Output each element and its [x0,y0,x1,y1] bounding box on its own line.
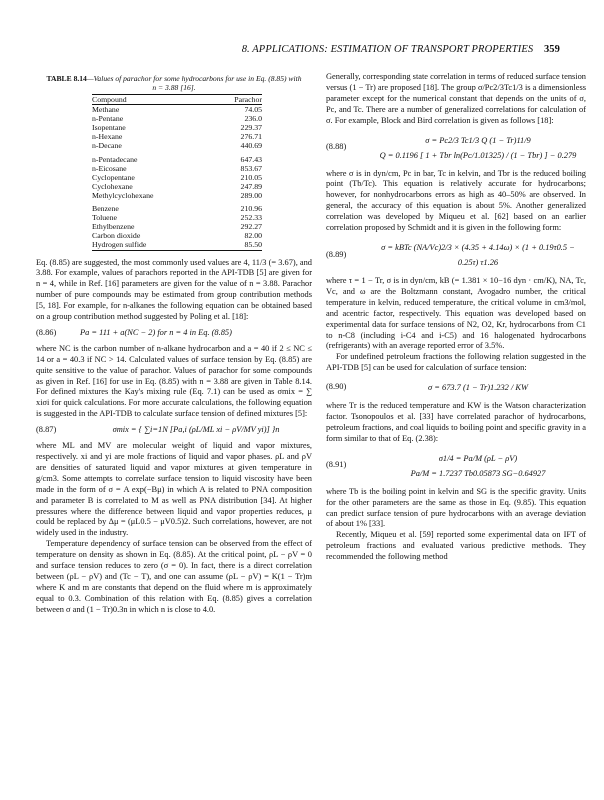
equation-lines [370,240,586,270]
table-row [92,173,262,182]
equation-8-86 [36,328,312,339]
col-compound-header: Compound [92,95,209,105]
equation-body: Pa = 111 + a(NC − 2) for n = 4 in Eq. (8.85) [80,327,232,337]
table-header-row [92,95,262,105]
left-paragraph-1: Eq. (8.85) are suggested, the most commonly used values are 4, 11/3 (= 3.67), and 3.88. For example, values of parachors reported in the API-TDB [5] are given for n = 4, while in Ref. [16] parameters are given for the value of n = 3.88. Parachor number of pure compounds may be estimated from group contribution methods [5, 18]. For example, for n-alkanes the following equation can be obtained based on a group contribution method suggested by Poling et al. [18]: [36,257,312,322]
left-paragraph-2: where NC is the carbon number of n-alkane hydrocarbon and a = 40 if 2 ≤ NC ≤ 14 or a = 40.3 if NC > 14. Calculated values of surface tension by Eq. (8.85) are quite sensitive to the value of parachor. Values of parachor for some compounds as given in Ref. [16] for use in Eq. (8.85) with n = 3.88 are given in Table 8.14. For defined mixtures the Kay's mixing rule (Eq. 7.1) can be used as σmix = ∑ xiσi for quick calculations. For more accurate calculations, the following equation is suggested in the API-TDB to calculate surface tension of defined mixtures [5]: [36,343,312,419]
table-row [92,105,262,115]
equation-8-89 [326,240,586,270]
compound-cell: Cyclopentane [92,172,135,182]
right-paragraph-6: where Tb is the boiling point in kelvin and SG is the specific gravity. Units for the other parameters are the same as those in Eq. (9.85). This equation can predict surface tension of pure hydrocarbons with an average deviation of about 1% [33]. [326,486,586,529]
right-paragraph-3: where τ = 1 − Tr, σ is in dyn/cm, kB (= 1.381 × 10−16 dyn · cm/K), NA, Tc, Vc, and ω are the Boltzmann constant, Avogadro number, the critical temperature in kelvin, reduced temperature, the critical volume in cm3/mol, and acentric factor, respectively. This equation was developed based on experimental data for surface tensions of N2, O2, Kr, hydrocarbons from C1 to n-C8 (including i-C4 and i-C5) and 16 halogenated hydrocarbons (refrigerants) with an average reported error of 3.5%. [326,275,586,351]
table-row [92,114,262,123]
equation-8-90 [326,380,586,395]
table-row [92,164,262,173]
left-paragraph-3: where ML and MV are molecular weight of liquid and vapor mixtures, respectively. xi and yi are mole fractions of liquid and vapor phases. ρL and ρV are densities of saturated liquid and vapor mixtures at given temperature in g/cm3. Some attempts to correlate surface tension to liquid viscosity have been made in the form of σ = A exp(−Bμ) in which A is related to PNA composition and parameter B is correlated to M as well as PNA distribution [34]. At higher pressures where the difference between liquid and vapor properties reduces, μ could be replaced by Δμ = (μL0.5 − μV0.5)2. Such correlations, however, are not widely used in the industry. [36,441,312,538]
table-row [92,123,262,132]
right-paragraph-1: Generally, corresponding state correlation in terms of reduced surface tension versus (1 − Tr) are proposed [18]. The group σ/Pc2/3Tc1/3 is a dimensionless parameter except for the numerical constant that depends on the units of σ, Pc, and Tc. There are a number of generalized correlations for calculation of σ. For example, Block and Bird correlation is given as follows [18]: [326,72,586,125]
equation-line: σ = kBTc (NA/Vc)2/3 × (4.35 + 4.14ω) × (1 + 0.19τ0.5 − 0.25τ) τ1.26 [381,242,575,267]
equation-number: (8.91) [326,460,347,470]
table-caption [44,74,304,92]
compound-cell: n-Eicosane [92,163,127,173]
equation-line: Q = 0.1196 [ 1 + Tbr ln(Pc/1.01325) / (1 − Tbr) ] − 0.279 [379,150,577,160]
table-row [92,222,262,231]
right-paragraph-4: For undefined petroleum fractions the following relation suggested in the API-TDB [5] can be used for calculation of surface tension: [326,352,586,373]
compound-cell: Carbon dioxide [92,231,141,241]
running-head [242,44,560,55]
table-label: TABLE 8.14 [46,74,87,83]
compound-cell: Isopentane [92,123,126,133]
page-number: 359 [543,44,560,55]
parachor-cell: 647.43 [240,154,262,164]
compound-cell: n-Hexane [92,132,123,142]
compound-cell: Benzene [92,204,119,214]
equation-lines [370,133,586,163]
parachor-cell: 289.00 [240,190,262,200]
equation-line: σ = Pc2/3 Tc1/3 Q (1 − Tr)11/9 [425,135,531,145]
col-parachor-header: Parachor [209,95,262,105]
compound-cell: n-Pentane [92,114,124,124]
right-paragraph-7: Recently, Miqueu et al. [59] reported some experimental data on IFT of petroleum fractions and evaluated various predictive methods. They recommended the following method [326,530,586,562]
compound-cell: Methane [92,105,120,115]
equation-8-88 [326,133,586,163]
parachor-cell: 853.67 [240,163,262,173]
compound-cell: Toluene [92,213,118,223]
equation-lines [370,380,586,395]
left-paragraph-4: Temperature dependency of surface tension can be observed from the effect of temperature on density as shown in Eq. (8.85). At the critical point, ρL − ρV = 0 and surface tension reduces to zero (σ = 0). In fact, there is a direct correlation between (ρL − ρV) and (Tc − T), and one can assume (ρL − ρV) = K(1 − Tr)m where K and m are constants that depend on the fluid where m is approximately equal to 0.3. Combination of this relation with Eq. (8.85) gives a correlation between σ and (1 − Tr)0.3n in which n is close to 4.0. [36,539,312,614]
compound-cell: Ethylbenzene [92,222,135,232]
compound-cell: n-Decane [92,141,122,151]
table-caption-text: —Values of parachor for some hydrocarbons for use in Eq. (8.85) with n = 3.88 [16]. [86,74,302,92]
right-paragraph-5: where Tr is the reduced temperature and KW is the Watson characterization factor. Tsonopoulos et al. [33] have correlated parachor of hydrocarbons, petroleum fractions, and coal liquids to boiling point and specific gravity in a form similar to that of Eq. (2.38): [326,401,586,443]
parachor-cell: 229.37 [240,123,262,133]
equation-number: (8.90) [326,382,347,392]
table-row [92,132,262,141]
parachor-cell: 236.0 [244,114,262,124]
parachor-table-body [92,105,262,250]
equation-body: σmix = { ∑i=1N [Pa,i (ρL/ML xi − ρV/MV yi)] }n [112,425,280,435]
table-row [92,213,262,222]
equation-number: (8.89) [326,249,347,259]
table-row [92,141,262,150]
table-row [92,231,262,240]
compound-cell: Methylcyclohexane [92,190,154,200]
table-row [92,182,262,191]
table-row [92,151,262,164]
parachor-cell: 440.69 [240,141,262,151]
parachor-cell: 247.89 [240,181,262,191]
right-paragraph-2: where σ is in dyn/cm, Pc in bar, Tc in kelvin, and Tbr is the reduced boiling point (Tb/Tc). This equation is relatively accurate for hydrocarbons; however, for nonhydrocarbons errors as high as 40–50% are observed. In general, the accuracy of this equation is about 5%. Another generalized correlation was developed by Miqueu et al. [62] based on an earlier correlation proposed by Schmidt and it is given in the following form: [326,168,586,233]
right-column [326,72,586,563]
compound-cell: Hydrogen sulfide [92,240,209,250]
equation-line: σ1/4 = Pa/M (ρL − ρV) [438,453,518,463]
equation-line: σ = 673.7 (1 − Tr)1.232 / KW [428,383,528,393]
parachor-cell: 210.05 [240,172,262,182]
parachor-cell: 276.71 [240,132,262,142]
equation-number: (8.88) [326,142,347,152]
equation-lines [370,451,586,481]
left-column [36,72,312,616]
parachor-table [92,94,262,251]
equation-8-87 [36,425,312,436]
parachor-cell: 252.33 [240,213,262,223]
parachor-cell: 74.05 [244,105,262,115]
compound-cell: n-Pentadecane [92,154,138,164]
left-text [36,258,312,616]
equation-number: (8.87) [36,425,57,435]
compound-cell: Cyclohexane [92,181,133,191]
equation-8-91 [326,451,586,481]
table-row [92,200,262,213]
table-row [92,191,262,200]
parachor-cell: 210.96 [240,204,262,214]
parachor-cell: 292.27 [240,222,262,232]
parachor-cell: 85.50 [209,240,262,250]
equation-line: Pa/M = 1.7237 Tb0.05873 SG−0.64927 [410,468,546,478]
running-title: 8. APPLICATIONS: ESTIMATION OF TRANSPORT PROPERTIES [241,44,534,55]
equation-number: (8.86) [36,327,57,337]
table-row [92,240,262,250]
parachor-cell: 82.00 [244,231,262,241]
